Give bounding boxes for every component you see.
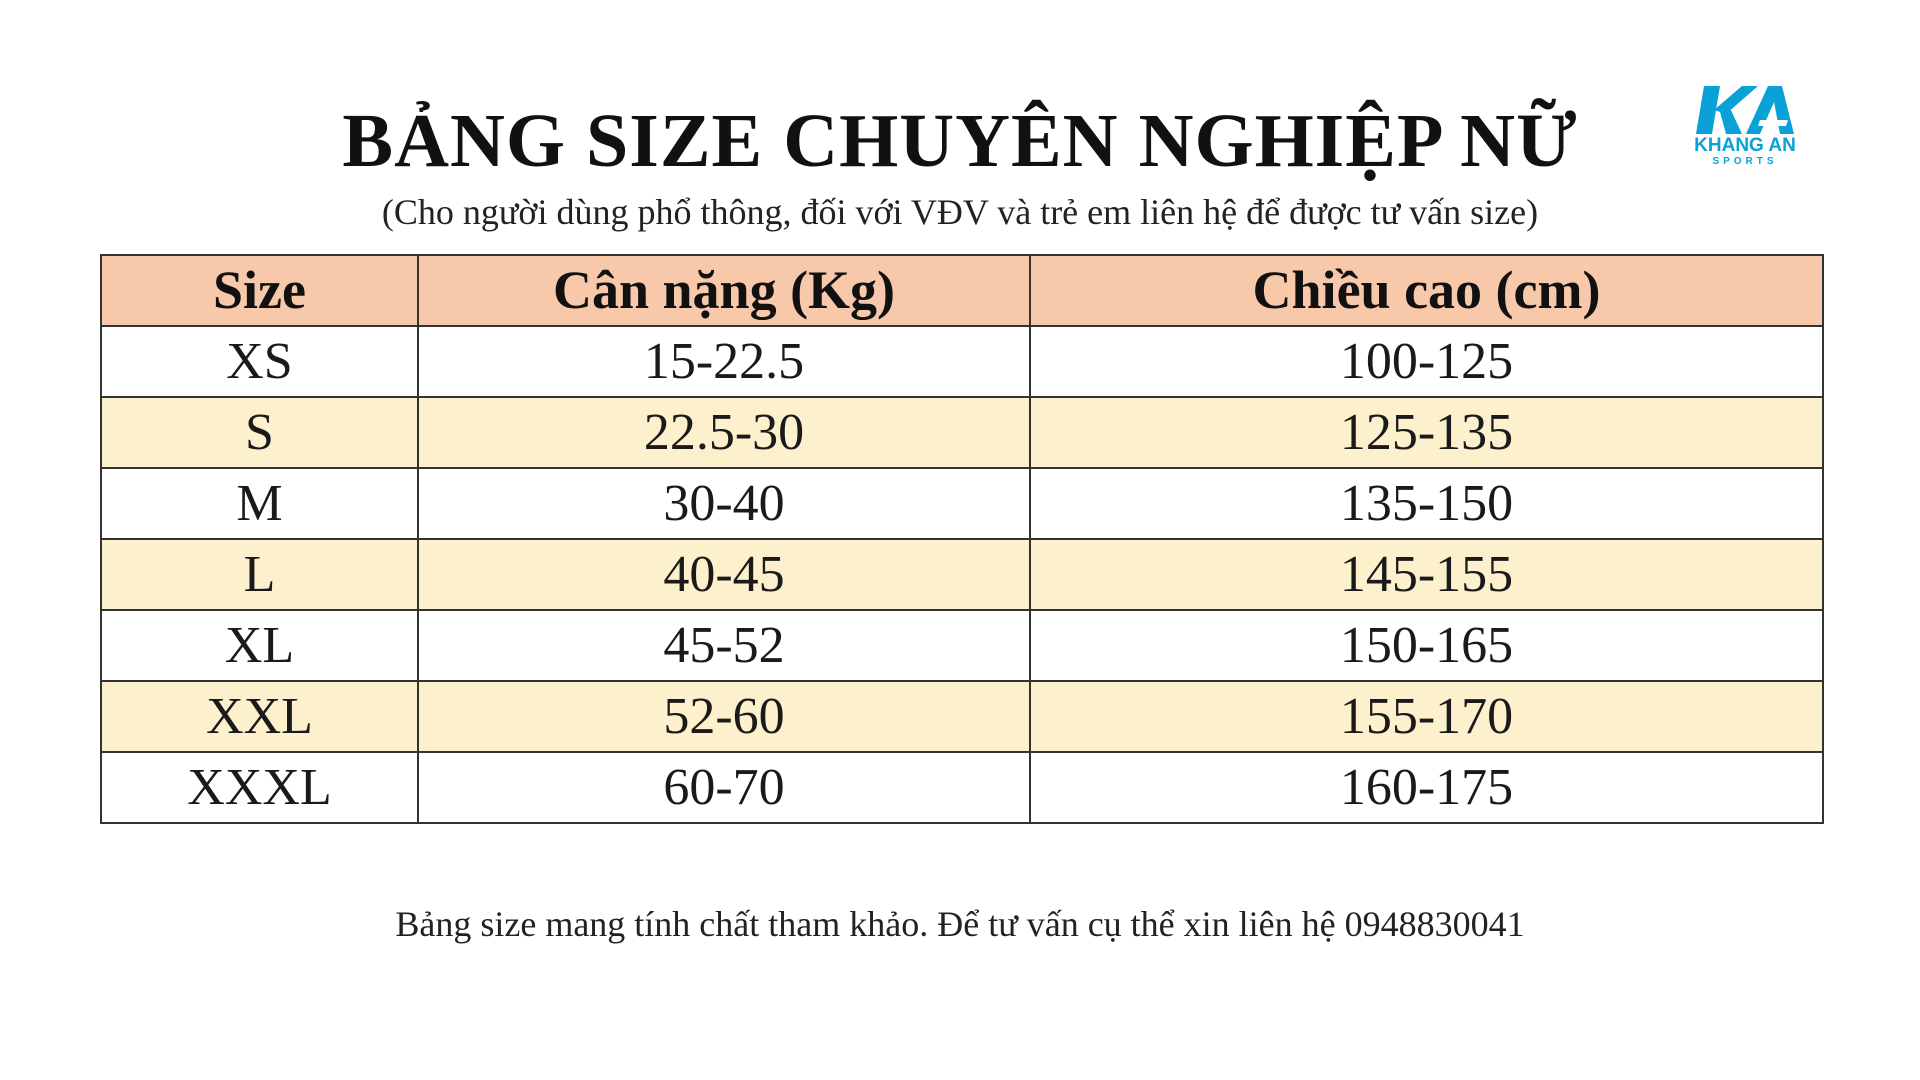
cell-weight: 40-45 bbox=[418, 539, 1030, 610]
brand-name: KHANG AN bbox=[1694, 135, 1796, 156]
cell-height: 160-175 bbox=[1030, 752, 1823, 823]
cell-size: L bbox=[101, 539, 418, 610]
footer-note: Bảng size mang tính chất tham khảo. Để tư vấn cụ thể xin liên hệ 0948830041 bbox=[395, 904, 1525, 944]
cell-weight: 60-70 bbox=[418, 752, 1030, 823]
brand-logo bbox=[1690, 84, 1800, 168]
table-row bbox=[101, 681, 1823, 752]
cell-height: 155-170 bbox=[1030, 681, 1823, 752]
cell-weight: 22.5-30 bbox=[418, 397, 1030, 468]
table-row bbox=[101, 326, 1823, 397]
cell-weight: 52-60 bbox=[418, 681, 1030, 752]
table-row bbox=[101, 539, 1823, 610]
table-row bbox=[101, 752, 1823, 823]
header-height: Chiều cao (cm) bbox=[1030, 255, 1823, 326]
brand-tagline: SPORTS bbox=[1712, 156, 1778, 167]
cell-size: XL bbox=[101, 610, 418, 681]
cell-height: 135-150 bbox=[1030, 468, 1823, 539]
table-row bbox=[101, 468, 1823, 539]
cell-weight: 45-52 bbox=[418, 610, 1030, 681]
cell-height: 145-155 bbox=[1030, 539, 1823, 610]
cell-size: XS bbox=[101, 326, 418, 397]
cell-size: S bbox=[101, 397, 418, 468]
page-title: BẢNG SIZE CHUYÊN NGHIỆP NỮ bbox=[342, 99, 1578, 183]
table-row bbox=[101, 397, 1823, 468]
ka-logo-icon bbox=[1690, 84, 1800, 136]
cell-height: 125-135 bbox=[1030, 397, 1823, 468]
header-weight: Cân nặng (Kg) bbox=[418, 255, 1030, 326]
page-subtitle: (Cho người dùng phổ thông, đối với VĐV và trẻ em liên hệ để được tư vấn size) bbox=[381, 192, 1539, 232]
cell-weight: 30-40 bbox=[418, 468, 1030, 539]
cell-size: XXXL bbox=[101, 752, 418, 823]
cell-height: 100-125 bbox=[1030, 326, 1823, 397]
cell-size: XXL bbox=[101, 681, 418, 752]
cell-weight: 15-22.5 bbox=[418, 326, 1030, 397]
cell-size: M bbox=[101, 468, 418, 539]
size-table bbox=[100, 254, 1824, 824]
table-header-row bbox=[101, 255, 1823, 326]
header-size: Size bbox=[101, 255, 418, 326]
table-row bbox=[101, 610, 1823, 681]
cell-height: 150-165 bbox=[1030, 610, 1823, 681]
